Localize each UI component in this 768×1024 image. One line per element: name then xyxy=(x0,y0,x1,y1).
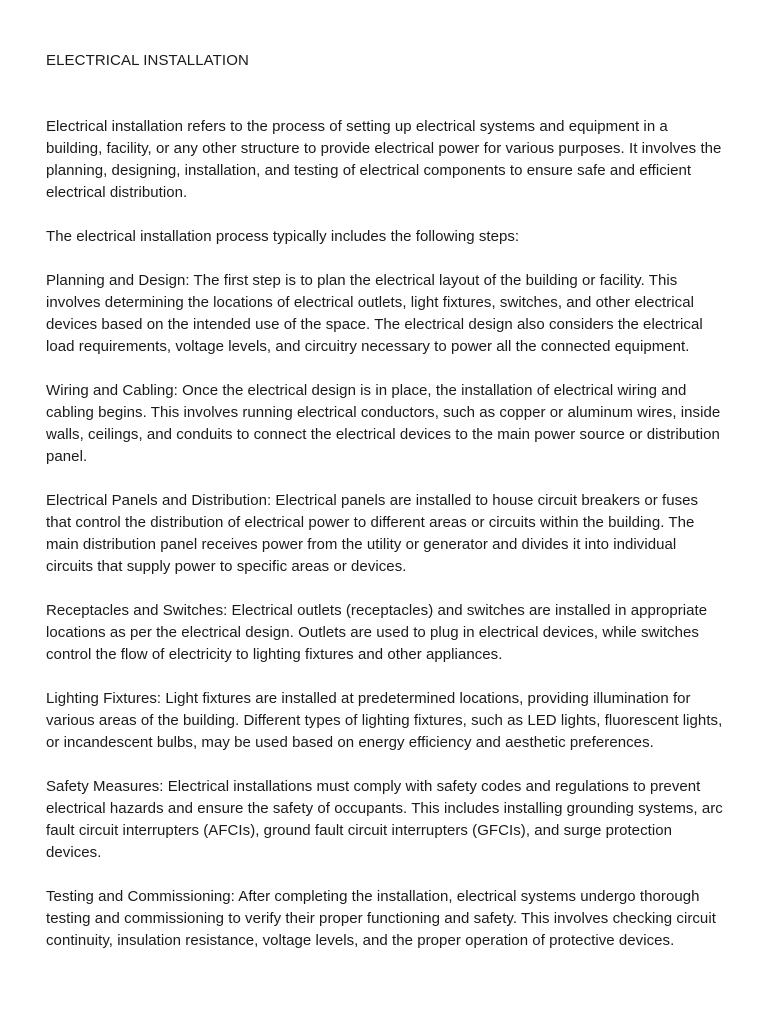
panels-distribution-paragraph: Electrical Panels and Distribution: Electrical panels are installed to house circuit breakers or fuses that control the distribution of electrical power to different areas or circuits within the building. The main distribution panel receives power from the utility or generator and divides it into individual circuits that supply power to specific areas or devices. xyxy=(46,492,699,575)
document-page xyxy=(46,50,726,952)
document-title: ELECTRICAL INSTALLATION xyxy=(46,52,249,69)
planning-design-paragraph: Planning and Design: The first step is to plan the electrical layout of the building or facility. This involves determining the locations of electrical outlets, light fixtures, switches, and other electrical devices based on the intended use of the space. The electrical design also considers the electrical load requirements, voltage levels, and circuitry necessary to power all the connected equipment. xyxy=(46,272,703,355)
testing-commissioning-paragraph: Testing and Commissioning: After completing the installation, electrical systems undergo thorough testing and commissioning to verify their proper functioning and safety. This involves checking circuit continuity, insulation resistance, voltage levels, and the proper operation of protective devices. xyxy=(46,888,716,949)
intro-paragraph: Electrical installation refers to the process of setting up electrical systems and equipment in a building, facility, or any other structure to provide electrical power for various purposes. It involves the planning, designing, installation, and testing of electrical components to ensure safe and efficient electrical distribution. xyxy=(46,118,722,201)
wiring-cabling-paragraph: Wiring and Cabling: Once the electrical design is in place, the installation of electrical wiring and cabling begins. This involves running electrical conductors, such as copper or aluminum wires, inside walls, ceilings, and conduits to connect the electrical devices to the main power source or distribution panel. xyxy=(46,382,721,465)
lighting-fixtures-paragraph: Lighting Fixtures: Light fixtures are installed at predetermined locations, providing illumination for various areas of the building. Different types of lighting fixtures, such as LED lights, fluorescent lights, or incandescent bulbs, may be used based on energy efficiency and aesthetic preferences. xyxy=(46,690,723,751)
steps-intro-paragraph: The electrical installation process typically includes the following steps: xyxy=(46,228,520,245)
safety-measures-paragraph: Safety Measures: Electrical installations must comply with safety codes and regulations to prevent electrical hazards and ensure the safety of occupants. This includes installing grounding systems, arc fault circuit interrupters (AFCIs), ground fault circuit interrupters (GFCIs), and surge protection devices. xyxy=(46,778,723,861)
receptacles-switches-paragraph: Receptacles and Switches: Electrical outlets (receptacles) and switches are installed in appropriate locations as per the electrical design. Outlets are used to plug in electrical devices, while switches control the flow of electricity to lighting fixtures and other appliances. xyxy=(46,602,708,663)
